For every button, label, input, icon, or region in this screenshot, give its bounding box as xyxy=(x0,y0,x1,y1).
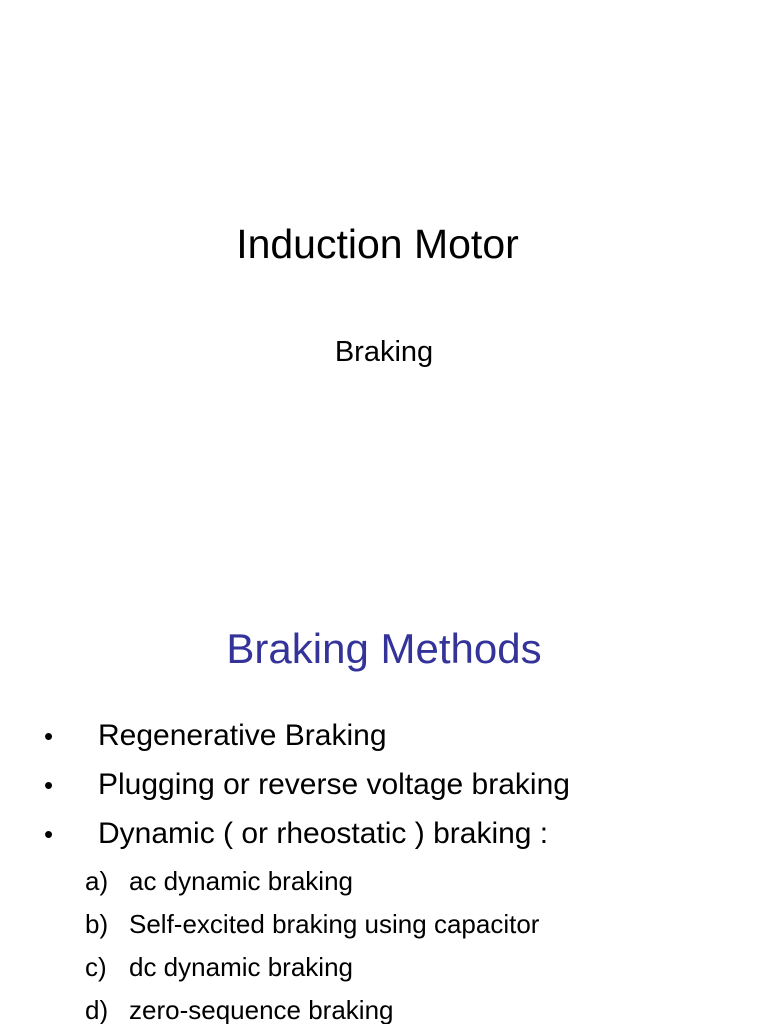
slide-braking-methods xyxy=(0,576,768,1024)
sub-text: dc dynamic braking xyxy=(129,952,353,982)
sub-marker: b) xyxy=(85,909,109,939)
sub-marker: d) xyxy=(85,995,109,1024)
bullet-text: Regenerative Braking xyxy=(98,719,387,752)
bullet-text: Plugging or reverse voltage braking xyxy=(98,768,570,801)
slide-title: Induction Motor xyxy=(236,221,519,267)
slide-subtitle: Braking xyxy=(334,336,434,368)
bullet-icon: • xyxy=(44,819,54,849)
bullet-icon: • xyxy=(44,770,54,800)
sub-marker: a) xyxy=(85,866,109,896)
sub-text: ac dynamic braking xyxy=(129,866,353,896)
bullet-icon: • xyxy=(44,721,54,751)
bullet-text: Dynamic ( or rheostatic ) braking : xyxy=(98,817,549,850)
sub-text: Self-excited braking using capacitor xyxy=(129,909,540,939)
slide-title: Braking Methods xyxy=(226,625,542,672)
sub-text: zero-sequence braking xyxy=(129,995,394,1024)
sub-marker: c) xyxy=(85,952,107,982)
